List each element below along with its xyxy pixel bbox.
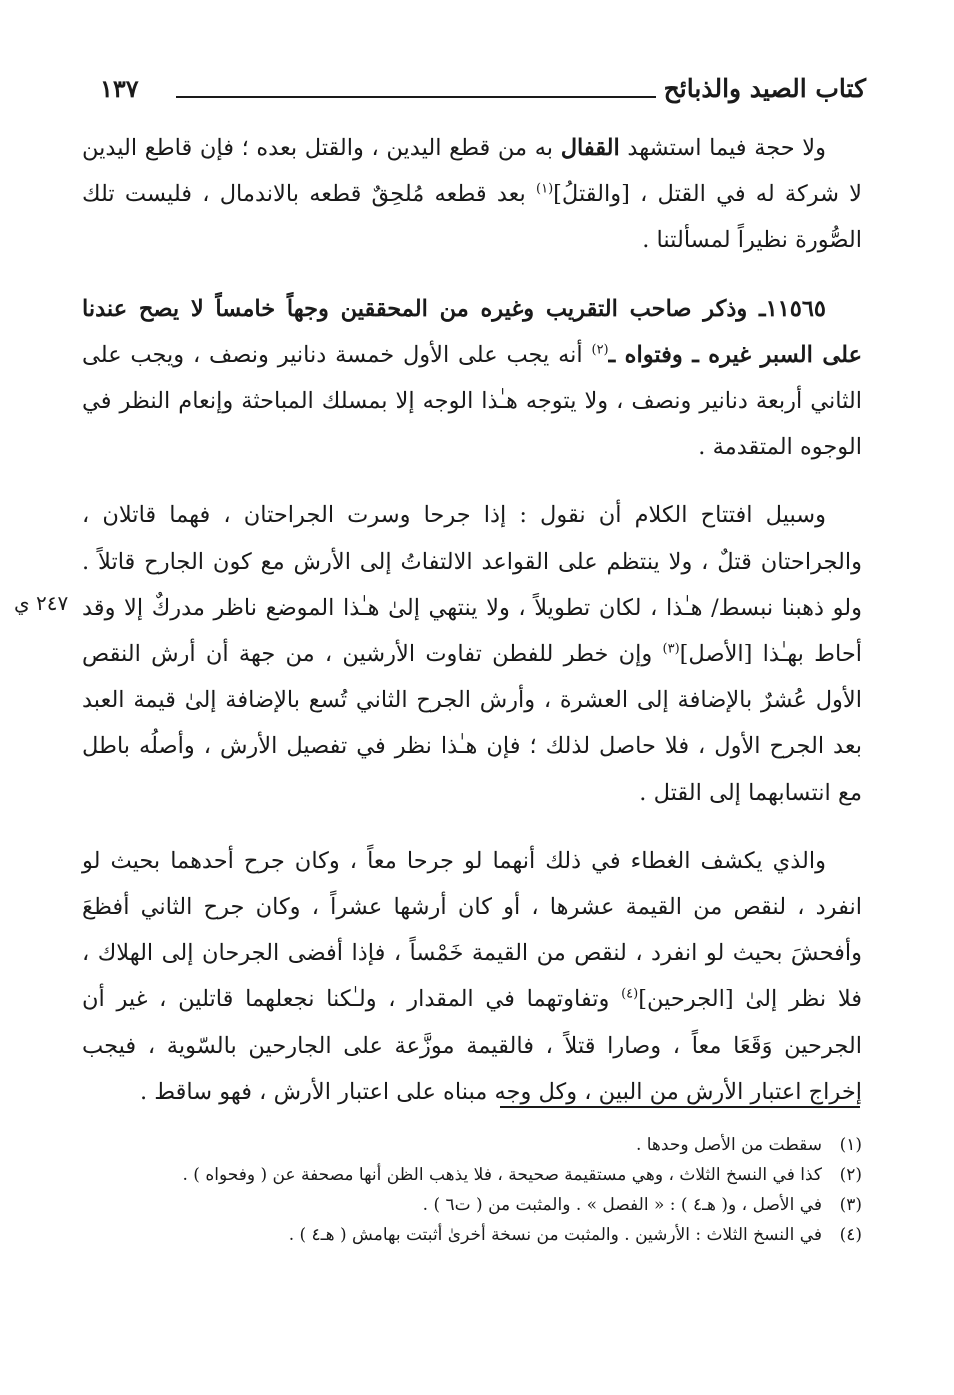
footnote (96, 1222, 862, 1249)
page-number: ١٣٧ (100, 74, 139, 103)
footnote-text: كذا في النسخ الثلاث ، وهي مستقيمة صحيحة ، فلا يذهب الظن أنها مصحفة عن ( وفحواه ) . (182, 1165, 822, 1185)
footnote-ref: (٤) (621, 986, 639, 1002)
paragraph-4 (82, 838, 862, 1115)
footnote-text: في الأصل ، و( هـ٤ ) : « الفصل » . والمثبت من ( ت٦ ) . (422, 1195, 822, 1215)
issue-heading: ١١٥٦٥ـ وذكر صاحب التقريب وغيره من المحققين وجهاً خامساً لا يصح عندنا على السبر غيره ـ وفتواه ـ (82, 295, 862, 368)
text-run: ولا حجة فيما استشهد (619, 135, 827, 161)
bold-name: القفال (560, 135, 620, 161)
paragraph-3 (82, 492, 862, 815)
footnote-number: (٢) (839, 1165, 862, 1185)
manuscript-folio-marker: ٢٤٧ ي (14, 591, 69, 615)
footnote-separator (500, 1106, 860, 1108)
paragraph-2 (82, 286, 862, 471)
running-header (100, 74, 866, 114)
main-text (82, 125, 862, 1115)
paragraph-1 (82, 125, 862, 264)
footnote-ref: (٢) (591, 342, 609, 358)
footnote-number: (٣) (839, 1195, 862, 1215)
text-run: بعد قطعه مُلحِقٌ قطعه بالاندمال ، فليست تلك الصُّورة نظيراً لمسألتنا . (82, 181, 862, 254)
text-run: وسبيل افتتاح الكلام أن نقول : إذا جرحا وسرت الجراحتان ، فهما قاتلان ، والجراحتان قتلٌ ، ولا ينتظم على القواعد الالتفاتُ إلى الأرش مع كون الجارح قاتلاً . ولو ذهبنا نبسط/ هـٰذا ، لكان تطويلاً ، ولا ينتهي إلىٰ هـٰذا الموضع ناظر مدركٌ إلا وقد أحاط بهـٰذا [الأصل] (82, 502, 862, 668)
header-rule (176, 96, 656, 98)
footnote-text: في النسخ الثلاث : الأرشين . والمثبت من نسخة أخرىٰ أثبتت بهامش ( هـ٤ ) . (288, 1225, 822, 1245)
footnotes (96, 1132, 862, 1252)
text-run: وتفاوتهما في المقدار ، ولـٰكنا نجعلهما قاتلين ، غير أن الجرحين وَقَعَا معاً ، وصارا قتلاً ، فالقيمة موزَّعة على الجارحين بالسّوية ، فيجب إخراج اعتبار الأرش من البين ، وكل وجه مبناه على اعتبار الأرش ، فهو ساقط . (82, 986, 862, 1105)
text-run: به من قطع اليدين ، والقتل بعده ؛ فإن قاطع اليدين لا شركة له في القتل ، [والقتلُ] (82, 135, 862, 208)
footnote-ref: (٣) (662, 641, 680, 657)
chapter-title: كتاب الصيد والذبائح (663, 74, 866, 103)
footnote (96, 1132, 862, 1159)
footnote-text: سقطت من الأصل وحدها . (635, 1135, 822, 1155)
footnote-number: (١) (839, 1135, 862, 1155)
text-run: أنه يجب على الأول خمسة دنانير ونصف ، ويجب على الثاني أربعة دنانير ونصف ، ولا يتوجه هـٰذا الوجه إلا بمسلك المباحثة وإنعام النظر في الوجوه المتقدمة . (82, 341, 862, 461)
text-run: والذي يكشف الغطاء في ذلك أنهما لو جرحا معاً ، وكان جرح أحدهما بحيث لو انفرد ، لنقص من القيمة عشرها ، أو كان أرشها عشراً ، وكان جرح الثاني أفظعَ وأفحشَ بحيث لو انفرد ، لنقص من القيمة خَمْساً ، فإذا أفضى الجرحان إلى الهلاك ، فلا نظر إلىٰ [الجرحين] (82, 847, 862, 1013)
footnote-ref: (١) (536, 181, 554, 197)
text-run: وإن خطر للفطن تفاوت الأرشين ، من جهة أن أرش النقص الأول عُشرٌ بالإضافة إلى العشرة ، وأرش الجرح الثاني تُسع بالإضافة إلىٰ قيمة العبد بعد الجرح الأول ، فلا حاصل لذلك ؛ فإن هـٰذا نظر في تفصيل الأرش ، وأصلُه باطل مع انتسابهما إلى القتل . (82, 641, 862, 806)
footnote (96, 1192, 862, 1219)
footnote (96, 1162, 862, 1189)
footnote-number: (٤) (839, 1225, 862, 1245)
